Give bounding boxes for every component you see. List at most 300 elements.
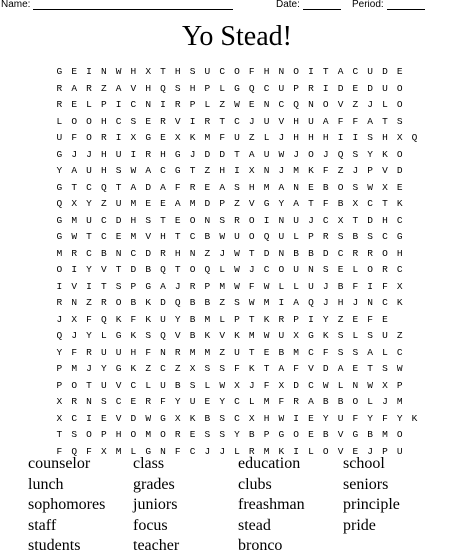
- grid-letter[interactable]: F: [322, 346, 329, 358]
- grid-letter[interactable]: J: [367, 99, 373, 110]
- grid-letter[interactable]: O: [352, 396, 359, 407]
- grid-letter[interactable]: S: [219, 363, 226, 374]
- grid-letter[interactable]: E: [189, 429, 196, 440]
- grid-letter[interactable]: E: [71, 66, 78, 77]
- grid-letter[interactable]: O: [248, 231, 255, 242]
- grid-letter[interactable]: I: [293, 412, 299, 424]
- grid-letter[interactable]: G: [145, 280, 152, 292]
- grid-letter[interactable]: A: [293, 198, 299, 209]
- grid-letter[interactable]: A: [308, 396, 314, 407]
- grid-letter[interactable]: A: [337, 66, 344, 77]
- grid-letter[interactable]: Z: [204, 247, 211, 259]
- grid-letter[interactable]: I: [308, 313, 314, 325]
- grid-letter[interactable]: O: [337, 181, 344, 193]
- grid-letter[interactable]: N: [263, 165, 270, 176]
- grid-letter[interactable]: C: [382, 231, 388, 242]
- grid-letter[interactable]: U: [337, 412, 344, 424]
- grid-letter[interactable]: R: [56, 99, 63, 110]
- grid-letter[interactable]: I: [56, 280, 63, 292]
- grid-letter[interactable]: E: [248, 99, 255, 110]
- grid-letter[interactable]: G: [56, 181, 63, 193]
- grid-letter[interactable]: W: [263, 330, 270, 341]
- grid-letter[interactable]: U: [189, 396, 196, 407]
- grid-letter[interactable]: W: [248, 297, 255, 308]
- grid-letter[interactable]: K: [115, 313, 122, 325]
- grid-letter[interactable]: Z: [145, 363, 152, 374]
- grid-letter[interactable]: P: [293, 82, 299, 94]
- grid-letter[interactable]: F: [322, 165, 329, 176]
- grid-letter[interactable]: T: [308, 198, 314, 209]
- grid-letter[interactable]: P: [189, 99, 196, 110]
- grid-letter[interactable]: N: [115, 247, 122, 259]
- grid-letter[interactable]: W: [115, 66, 122, 77]
- grid-letter[interactable]: J: [278, 132, 285, 143]
- date-field[interactable]: [276, 0, 341, 10]
- grid-letter[interactable]: D: [160, 297, 166, 308]
- grid-letter[interactable]: B: [308, 247, 314, 259]
- grid-letter[interactable]: H: [174, 66, 181, 77]
- grid-letter[interactable]: O: [367, 264, 373, 275]
- grid-letter[interactable]: C: [396, 214, 403, 226]
- grid-letter[interactable]: U: [396, 445, 403, 457]
- grid-letter[interactable]: C: [263, 264, 270, 275]
- grid-letter[interactable]: I: [352, 132, 359, 143]
- grid-letter[interactable]: G: [56, 148, 63, 160]
- period-field[interactable]: [352, 0, 425, 10]
- grid-letter[interactable]: G: [160, 412, 166, 424]
- grid-letter[interactable]: L: [234, 445, 240, 457]
- grid-letter[interactable]: G: [396, 231, 403, 242]
- grid-letter[interactable]: A: [337, 363, 344, 374]
- grid-letter[interactable]: I: [86, 412, 92, 424]
- grid-letter[interactable]: F: [367, 313, 373, 325]
- grid-letter[interactable]: B: [293, 247, 299, 259]
- grid-letter[interactable]: L: [86, 99, 92, 110]
- grid-letter[interactable]: T: [248, 346, 255, 358]
- grid-letter[interactable]: L: [382, 99, 388, 110]
- grid-letter[interactable]: Y: [322, 412, 329, 424]
- grid-letter[interactable]: U: [382, 82, 388, 94]
- grid-letter[interactable]: Z: [396, 330, 403, 341]
- grid-letter[interactable]: X: [71, 198, 78, 209]
- grid-letter[interactable]: G: [234, 82, 240, 94]
- grid-letter[interactable]: B: [204, 297, 211, 308]
- grid-letter[interactable]: K: [411, 412, 418, 424]
- grid-letter[interactable]: J: [352, 165, 359, 176]
- grid-letter[interactable]: V: [115, 412, 122, 424]
- grid-letter[interactable]: A: [278, 363, 285, 374]
- grid-letter[interactable]: D: [219, 148, 226, 160]
- grid-letter[interactable]: C: [100, 214, 107, 226]
- grid-letter[interactable]: N: [352, 379, 359, 391]
- grid-letter[interactable]: U: [234, 346, 240, 358]
- grid-letter[interactable]: Z: [337, 165, 344, 176]
- grid-letter[interactable]: D: [322, 247, 329, 259]
- grid-letter[interactable]: I: [86, 280, 92, 292]
- grid-letter[interactable]: B: [248, 429, 255, 440]
- grid-letter[interactable]: C: [160, 363, 166, 374]
- grid-letter[interactable]: A: [367, 115, 373, 127]
- grid-letter[interactable]: K: [278, 445, 285, 457]
- grid-letter[interactable]: A: [174, 198, 181, 209]
- grid-letter[interactable]: R: [204, 115, 211, 127]
- grid-letter[interactable]: V: [71, 280, 78, 292]
- grid-letter[interactable]: K: [322, 330, 329, 341]
- grid-letter[interactable]: J: [189, 148, 196, 160]
- grid-letter[interactable]: K: [130, 363, 137, 374]
- date-line[interactable]: [303, 0, 341, 10]
- grid-letter[interactable]: J: [248, 264, 255, 275]
- grid-letter[interactable]: W: [263, 280, 270, 292]
- grid-letter[interactable]: R: [234, 214, 240, 226]
- grid-letter[interactable]: X: [56, 412, 63, 424]
- grid-letter[interactable]: K: [382, 148, 388, 160]
- grid-letter[interactable]: P: [204, 280, 211, 292]
- grid-letter[interactable]: R: [322, 231, 329, 242]
- grid-letter[interactable]: J: [278, 165, 285, 176]
- grid-letter[interactable]: J: [71, 148, 78, 160]
- grid-letter[interactable]: H: [160, 148, 166, 160]
- grid-letter[interactable]: O: [396, 148, 403, 160]
- grid-letter[interactable]: H: [382, 132, 388, 143]
- grid-letter[interactable]: S: [337, 231, 344, 242]
- grid-letter[interactable]: Z: [219, 346, 226, 358]
- grid-letter[interactable]: O: [382, 247, 388, 259]
- grid-letter[interactable]: H: [115, 429, 122, 440]
- grid-letter[interactable]: I: [115, 99, 122, 110]
- grid-letter[interactable]: M: [263, 297, 270, 308]
- grid-letter[interactable]: T: [352, 214, 359, 226]
- grid-letter[interactable]: X: [174, 132, 181, 143]
- grid-letter[interactable]: D: [367, 82, 373, 94]
- grid-letter[interactable]: Q: [100, 181, 107, 193]
- grid-letter[interactable]: C: [219, 66, 226, 77]
- grid-letter[interactable]: G: [174, 148, 181, 160]
- grid-letter[interactable]: V: [337, 99, 344, 110]
- grid-letter[interactable]: A: [160, 280, 166, 292]
- grid-letter[interactable]: W: [234, 99, 240, 110]
- grid-letter[interactable]: D: [322, 363, 329, 374]
- grid-letter[interactable]: O: [189, 264, 196, 275]
- grid-letter[interactable]: I: [322, 82, 329, 94]
- grid-letter[interactable]: W: [130, 165, 137, 176]
- grid-letter[interactable]: S: [219, 412, 226, 424]
- grid-letter[interactable]: K: [145, 313, 152, 325]
- grid-letter[interactable]: V: [100, 264, 107, 275]
- grid-letter[interactable]: A: [322, 115, 329, 127]
- grid-letter[interactable]: Q: [263, 231, 270, 242]
- grid-letter[interactable]: C: [234, 115, 240, 127]
- grid-letter[interactable]: E: [174, 214, 181, 226]
- grid-letter[interactable]: Z: [204, 165, 211, 176]
- grid-letter[interactable]: T: [56, 429, 63, 440]
- grid-letter[interactable]: G: [352, 429, 359, 440]
- grid-letter[interactable]: E: [130, 396, 137, 407]
- grid-letter[interactable]: J: [71, 330, 78, 341]
- grid-letter[interactable]: F: [86, 445, 92, 457]
- grid-letter[interactable]: I: [189, 115, 196, 127]
- grid-letter[interactable]: G: [174, 165, 181, 176]
- grid-letter[interactable]: O: [160, 429, 166, 440]
- grid-letter[interactable]: B: [337, 198, 344, 209]
- grid-letter[interactable]: X: [293, 330, 299, 341]
- grid-letter[interactable]: P: [204, 82, 211, 94]
- grid-letter[interactable]: R: [189, 181, 196, 193]
- grid-letter[interactable]: K: [263, 313, 270, 325]
- grid-letter[interactable]: E: [204, 181, 211, 193]
- grid-letter[interactable]: B: [322, 396, 329, 407]
- grid-letter[interactable]: H: [160, 231, 166, 242]
- grid-letter[interactable]: H: [174, 247, 181, 259]
- grid-letter[interactable]: E: [100, 412, 107, 424]
- grid-letter[interactable]: T: [174, 264, 181, 275]
- grid-letter[interactable]: V: [145, 231, 152, 242]
- grid-letter[interactable]: P: [100, 99, 107, 110]
- grid-letter[interactable]: V: [219, 330, 226, 341]
- grid-letter[interactable]: D: [263, 247, 270, 259]
- grid-letter[interactable]: U: [86, 214, 92, 226]
- grid-letter[interactable]: N: [86, 396, 92, 407]
- grid-letter[interactable]: R: [145, 148, 152, 160]
- grid-letter[interactable]: U: [263, 115, 270, 127]
- grid-letter[interactable]: B: [204, 412, 211, 424]
- grid-letter[interactable]: M: [145, 429, 152, 440]
- grid-letter[interactable]: K: [189, 132, 196, 143]
- grid-letter[interactable]: E: [396, 181, 403, 193]
- grid-letter[interactable]: T: [174, 231, 181, 242]
- grid-letter[interactable]: K: [234, 330, 240, 341]
- grid-letter[interactable]: U: [86, 165, 92, 176]
- grid-letter[interactable]: J: [248, 115, 255, 127]
- grid-letter[interactable]: E: [308, 412, 314, 424]
- grid-letter[interactable]: R: [248, 445, 255, 457]
- grid-letter[interactable]: R: [100, 297, 107, 308]
- grid-letter[interactable]: J: [322, 297, 329, 308]
- grid-letter[interactable]: S: [367, 132, 373, 143]
- grid-letter[interactable]: F: [234, 363, 240, 374]
- grid-letter[interactable]: S: [189, 379, 196, 391]
- grid-letter[interactable]: D: [293, 379, 299, 391]
- grid-letter[interactable]: I: [308, 66, 314, 77]
- grid-letter[interactable]: J: [367, 445, 373, 457]
- grid-letter[interactable]: R: [86, 82, 92, 94]
- grid-letter[interactable]: R: [174, 99, 181, 110]
- grid-letter[interactable]: U: [293, 264, 299, 275]
- grid-letter[interactable]: Q: [204, 264, 211, 275]
- grid-letter[interactable]: O: [56, 264, 63, 275]
- grid-letter[interactable]: X: [130, 132, 137, 143]
- grid-letter[interactable]: M: [396, 396, 403, 407]
- grid-letter[interactable]: U: [160, 379, 166, 391]
- grid-letter[interactable]: F: [382, 412, 388, 424]
- grid-letter[interactable]: U: [234, 132, 240, 143]
- grid-letter[interactable]: E: [396, 66, 403, 77]
- grid-letter[interactable]: F: [71, 346, 78, 358]
- grid-letter[interactable]: Z: [100, 198, 107, 209]
- grid-letter[interactable]: R: [56, 82, 63, 94]
- grid-letter[interactable]: R: [71, 247, 78, 259]
- grid-letter[interactable]: W: [219, 379, 226, 391]
- grid-letter[interactable]: F: [248, 280, 255, 292]
- grid-letter[interactable]: L: [219, 264, 226, 275]
- grid-letter[interactable]: D: [396, 165, 403, 176]
- grid-letter[interactable]: C: [189, 231, 196, 242]
- grid-letter[interactable]: C: [382, 297, 388, 308]
- grid-letter[interactable]: T: [115, 264, 122, 275]
- grid-letter[interactable]: F: [382, 280, 388, 292]
- grid-letter[interactable]: C: [160, 165, 166, 176]
- grid-letter[interactable]: W: [322, 379, 329, 391]
- grid-letter[interactable]: P: [234, 313, 240, 325]
- grid-letter[interactable]: R: [367, 247, 373, 259]
- grid-letter[interactable]: C: [396, 346, 403, 358]
- grid-letter[interactable]: V: [337, 429, 344, 440]
- grid-letter[interactable]: V: [308, 363, 314, 374]
- grid-letter[interactable]: H: [396, 247, 403, 259]
- grid-letter[interactable]: Z: [100, 82, 107, 94]
- grid-letter[interactable]: P: [263, 429, 270, 440]
- grid-letter[interactable]: K: [396, 198, 403, 209]
- grid-letter[interactable]: L: [337, 379, 344, 391]
- grid-letter[interactable]: C: [308, 346, 314, 358]
- grid-letter[interactable]: Q: [160, 264, 166, 275]
- grid-letter[interactable]: V: [174, 330, 181, 341]
- grid-letter[interactable]: L: [308, 445, 314, 457]
- grid-letter[interactable]: I: [293, 445, 299, 457]
- grid-letter[interactable]: U: [293, 214, 299, 226]
- grid-letter[interactable]: M: [263, 181, 270, 193]
- grid-letter[interactable]: P: [396, 379, 403, 391]
- grid-letter[interactable]: W: [219, 231, 226, 242]
- grid-letter[interactable]: E: [352, 82, 359, 94]
- grid-letter[interactable]: S: [234, 181, 240, 193]
- grid-letter[interactable]: I: [160, 99, 166, 110]
- grid-letter[interactable]: B: [174, 379, 181, 391]
- grid-letter[interactable]: X: [382, 379, 388, 391]
- grid-letter[interactable]: S: [174, 82, 181, 94]
- grid-letter[interactable]: N: [278, 247, 285, 259]
- grid-letter[interactable]: L: [204, 379, 211, 391]
- grid-letter[interactable]: S: [100, 396, 107, 407]
- grid-letter[interactable]: Z: [174, 363, 181, 374]
- grid-letter[interactable]: B: [337, 280, 344, 292]
- grid-letter[interactable]: P: [130, 280, 137, 292]
- grid-letter[interactable]: I: [337, 132, 344, 143]
- grid-letter[interactable]: S: [352, 181, 359, 193]
- grid-letter[interactable]: X: [100, 445, 107, 457]
- grid-letter[interactable]: C: [396, 264, 403, 275]
- grid-letter[interactable]: S: [115, 165, 122, 176]
- grid-letter[interactable]: A: [248, 148, 255, 160]
- grid-letter[interactable]: C: [71, 412, 78, 424]
- grid-letter[interactable]: S: [219, 214, 226, 226]
- grid-letter[interactable]: F: [322, 198, 329, 209]
- grid-letter[interactable]: N: [278, 214, 285, 226]
- grid-letter[interactable]: R: [278, 313, 285, 325]
- grid-letter[interactable]: G: [56, 214, 63, 226]
- grid-letter[interactable]: M: [293, 346, 299, 358]
- grid-letter[interactable]: R: [352, 247, 359, 259]
- grid-letter[interactable]: B: [204, 231, 211, 242]
- grid-letter[interactable]: O: [396, 99, 403, 110]
- grid-letter[interactable]: Y: [56, 165, 63, 176]
- grid-letter[interactable]: N: [145, 99, 152, 110]
- grid-letter[interactable]: F: [219, 132, 226, 143]
- grid-letter[interactable]: N: [308, 99, 314, 110]
- grid-letter[interactable]: X: [248, 165, 255, 176]
- grid-letter[interactable]: F: [145, 346, 152, 358]
- grid-letter[interactable]: U: [115, 198, 122, 209]
- grid-letter[interactable]: P: [100, 429, 107, 440]
- grid-letter[interactable]: U: [100, 379, 107, 391]
- grid-letter[interactable]: Z: [219, 297, 226, 308]
- grid-letter[interactable]: E: [352, 363, 359, 374]
- grid-letter[interactable]: E: [308, 429, 314, 440]
- grid-letter[interactable]: Q: [411, 132, 418, 143]
- grid-letter[interactable]: V: [337, 445, 344, 457]
- grid-letter[interactable]: N: [367, 297, 373, 308]
- grid-letter[interactable]: S: [367, 231, 373, 242]
- grid-letter[interactable]: U: [382, 330, 388, 341]
- grid-letter[interactable]: C: [115, 396, 122, 407]
- grid-letter[interactable]: M: [204, 346, 211, 358]
- grid-letter[interactable]: V: [115, 379, 122, 391]
- grid-letter[interactable]: X: [145, 66, 152, 77]
- grid-letter[interactable]: F: [248, 66, 255, 77]
- grid-letter[interactable]: W: [71, 231, 78, 242]
- grid-letter[interactable]: H: [219, 165, 226, 176]
- grid-letter[interactable]: L: [130, 445, 137, 457]
- grid-letter[interactable]: O: [322, 99, 329, 110]
- grid-letter[interactable]: X: [278, 379, 285, 391]
- grid-letter[interactable]: F: [352, 412, 359, 424]
- grid-letter[interactable]: O: [86, 132, 92, 143]
- grid-letter[interactable]: S: [204, 363, 211, 374]
- grid-letter[interactable]: U: [278, 82, 285, 94]
- grid-letter[interactable]: K: [396, 297, 403, 308]
- grid-letter[interactable]: E: [204, 396, 211, 407]
- grid-letter[interactable]: E: [352, 313, 359, 325]
- grid-letter[interactable]: S: [204, 429, 211, 440]
- grid-letter[interactable]: O: [293, 66, 299, 77]
- grid-letter[interactable]: C: [86, 181, 92, 193]
- grid-letter[interactable]: N: [189, 247, 196, 259]
- grid-letter[interactable]: O: [115, 297, 122, 308]
- grid-letter[interactable]: M: [56, 247, 63, 259]
- grid-letter[interactable]: L: [56, 115, 63, 127]
- grid-letter[interactable]: R: [174, 429, 181, 440]
- grid-letter[interactable]: R: [145, 396, 152, 407]
- grid-letter[interactable]: H: [130, 214, 137, 226]
- grid-letter[interactable]: N: [308, 264, 314, 275]
- grid-letter[interactable]: U: [100, 346, 107, 358]
- grid-letter[interactable]: R: [160, 115, 166, 127]
- grid-letter[interactable]: F: [71, 132, 78, 143]
- grid-letter[interactable]: Q: [174, 297, 181, 308]
- grid-letter[interactable]: X: [337, 214, 344, 226]
- grid-letter[interactable]: Y: [86, 330, 92, 341]
- grid-letter[interactable]: S: [382, 363, 388, 374]
- grid-letter[interactable]: K: [308, 165, 314, 176]
- grid-letter[interactable]: R: [71, 396, 78, 407]
- grid-letter[interactable]: N: [278, 66, 285, 77]
- grid-letter[interactable]: R: [308, 82, 314, 94]
- grid-letter[interactable]: J: [322, 280, 329, 292]
- grid-letter[interactable]: V: [278, 115, 285, 127]
- grid-letter[interactable]: I: [278, 297, 285, 308]
- grid-letter[interactable]: L: [352, 330, 359, 341]
- grid-letter[interactable]: C: [278, 99, 285, 110]
